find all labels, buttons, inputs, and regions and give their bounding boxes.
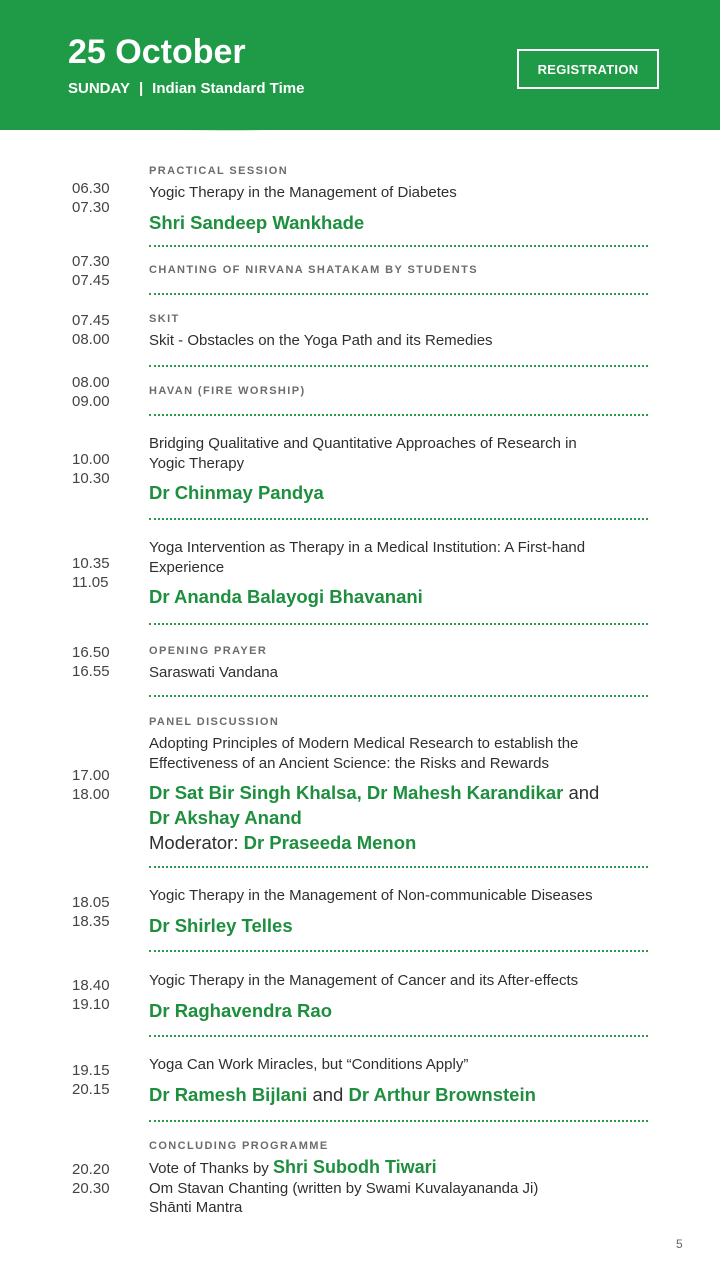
session-content [149,538,654,609]
session-content [149,383,654,403]
subtitle-separator: | [138,80,144,97]
chanting-line: Om Stavan Chanting (written by Swami Kuvalayananda Ji) [149,1179,539,1197]
session-speaker: Shri Sandeep Wankhade [149,211,365,233]
session-label: OPENING PRAYER [149,645,268,657]
session-content [149,714,654,855]
end-time: 20.15 [72,1081,110,1098]
session-title: Skit - Obstacles on the Yoga Path and its Remedies [149,332,493,349]
dotted-divider [149,365,648,367]
session-time [72,311,142,349]
dotted-divider [149,950,648,952]
session-content [149,434,654,505]
speaker-names: Dr Sat Bir Singh Khalsa, Dr Mahesh Karandikar [149,782,564,803]
session-time [72,643,142,681]
session-speaker: Dr Raghavendra Rao [149,999,332,1021]
conjunction: and [568,782,600,803]
start-time: 06.30 [72,180,110,197]
conjunction: and [312,1083,344,1105]
session-time [72,450,142,488]
session-title-line: Yogic Therapy [149,454,245,472]
dotted-divider [149,1035,648,1037]
end-time: 09.00 [72,393,110,410]
end-time: 11.05 [72,574,109,591]
session-content [149,886,654,938]
session-title-line: Adopting Principles of Modern Medical Research to establish the [149,735,579,752]
end-time: 18.00 [72,786,110,803]
end-time: 16.55 [72,663,110,680]
session-content [149,971,654,1023]
session-speaker: Dr Shirley Telles [149,914,293,936]
session-speaker: Dr Ananda Balayogi Bhavanani [149,586,423,607]
mantra-line: Shānti Mantra [149,1199,243,1216]
session-speaker: Dr Akshay Anand [149,807,302,828]
start-time: 10.35 [72,555,110,572]
speaker-name: Dr Ramesh Bijlani [149,1083,308,1105]
session-time [72,893,142,931]
moderator-label: Moderator: [149,832,239,853]
vote-of-thanks-line [149,1158,654,1179]
session-title: Saraswati Vandana [149,664,278,681]
end-time: 18.35 [72,913,110,930]
start-time: 20.20 [72,1161,110,1178]
session-label: PRACTICAL SESSION [149,165,289,177]
end-time: 07.30 [72,199,110,216]
session-content [149,311,654,351]
session-time [72,554,142,592]
session-label: PANEL DISCUSSION [149,716,280,728]
start-time: 10.00 [72,451,110,468]
session-title-line: Experience [149,558,225,576]
start-time: 19.15 [72,1062,110,1079]
start-time: 18.40 [72,977,110,994]
date-subtitle [68,79,304,99]
vote-of-thanks-speaker: Shri Subodh Tiwari [272,1157,437,1177]
session-time [72,766,142,804]
session-content [149,1138,654,1218]
session-content [149,262,654,282]
timezone-label: Indian Standard Time [152,80,305,97]
dotted-divider [149,245,648,247]
start-time: 18.05 [72,894,110,911]
page-title: 25 October [68,33,246,71]
session-content [149,643,654,683]
moderator-name: Dr Praseeda Menon [243,832,417,853]
page-number: 5 [676,1237,683,1251]
session-time [72,373,142,411]
session-title-line: Bridging Qualitative and Quantitative Approaches of Research in [149,435,577,452]
session-time [72,1160,142,1198]
day-label: SUNDAY [68,80,130,97]
header-wave-edge [0,112,720,136]
registration-button[interactable]: REGISTRATION [517,49,659,89]
start-time: 08.00 [72,374,110,391]
dotted-divider [149,293,648,295]
start-time: 07.45 [72,312,110,329]
session-label: CHANTING OF NIRVANA SHATAKAM BY STUDENTS [149,264,478,276]
dotted-divider [149,518,648,520]
end-time: 07.45 [72,272,110,289]
end-time: 19.10 [72,996,110,1013]
session-time [72,252,142,290]
dotted-divider [149,866,648,868]
session-label: SKIT [149,313,180,325]
session-label: HAVAN (FIRE WORSHIP) [149,385,306,397]
dotted-divider [149,695,648,697]
speaker-name: Dr Arthur Brownstein [348,1083,536,1105]
session-title: Yogic Therapy in the Management of Cancer and its After-effects [149,972,579,989]
session-title: Yoga Can Work Miracles, but “Conditions Apply” [149,1056,469,1073]
session-title-line: Effectiveness of an Ancient Science: the Risks and Rewards [149,754,549,772]
start-time: 16.50 [72,644,110,661]
start-time: 17.00 [72,767,110,784]
session-title-line: Yoga Intervention as Therapy in a Medical Institution: A First-hand [149,539,586,556]
session-time [72,976,142,1014]
session-time [72,179,142,217]
dotted-divider [149,414,648,416]
end-time: 08.00 [72,331,110,348]
session-time [72,1061,142,1099]
session-speakers [149,1082,654,1107]
header-banner [0,0,720,130]
session-content [149,1055,654,1107]
end-time: 10.30 [72,470,110,487]
moderator-line [149,830,654,855]
start-time: 07.30 [72,253,110,270]
vote-of-thanks-text: Vote of Thanks by [149,1160,269,1177]
session-speaker: Dr Chinmay Pandya [149,482,324,503]
session-speakers [149,780,654,805]
session-label: CONCLUDING PROGRAMME [149,1140,329,1152]
session-title: Yogic Therapy in the Management of Diabetes [149,184,457,201]
end-time: 20.30 [72,1180,110,1197]
dotted-divider [149,623,648,625]
session-title: Yogic Therapy in the Management of Non-communicable Diseases [149,887,593,904]
session-content [149,163,654,235]
dotted-divider [149,1120,648,1122]
